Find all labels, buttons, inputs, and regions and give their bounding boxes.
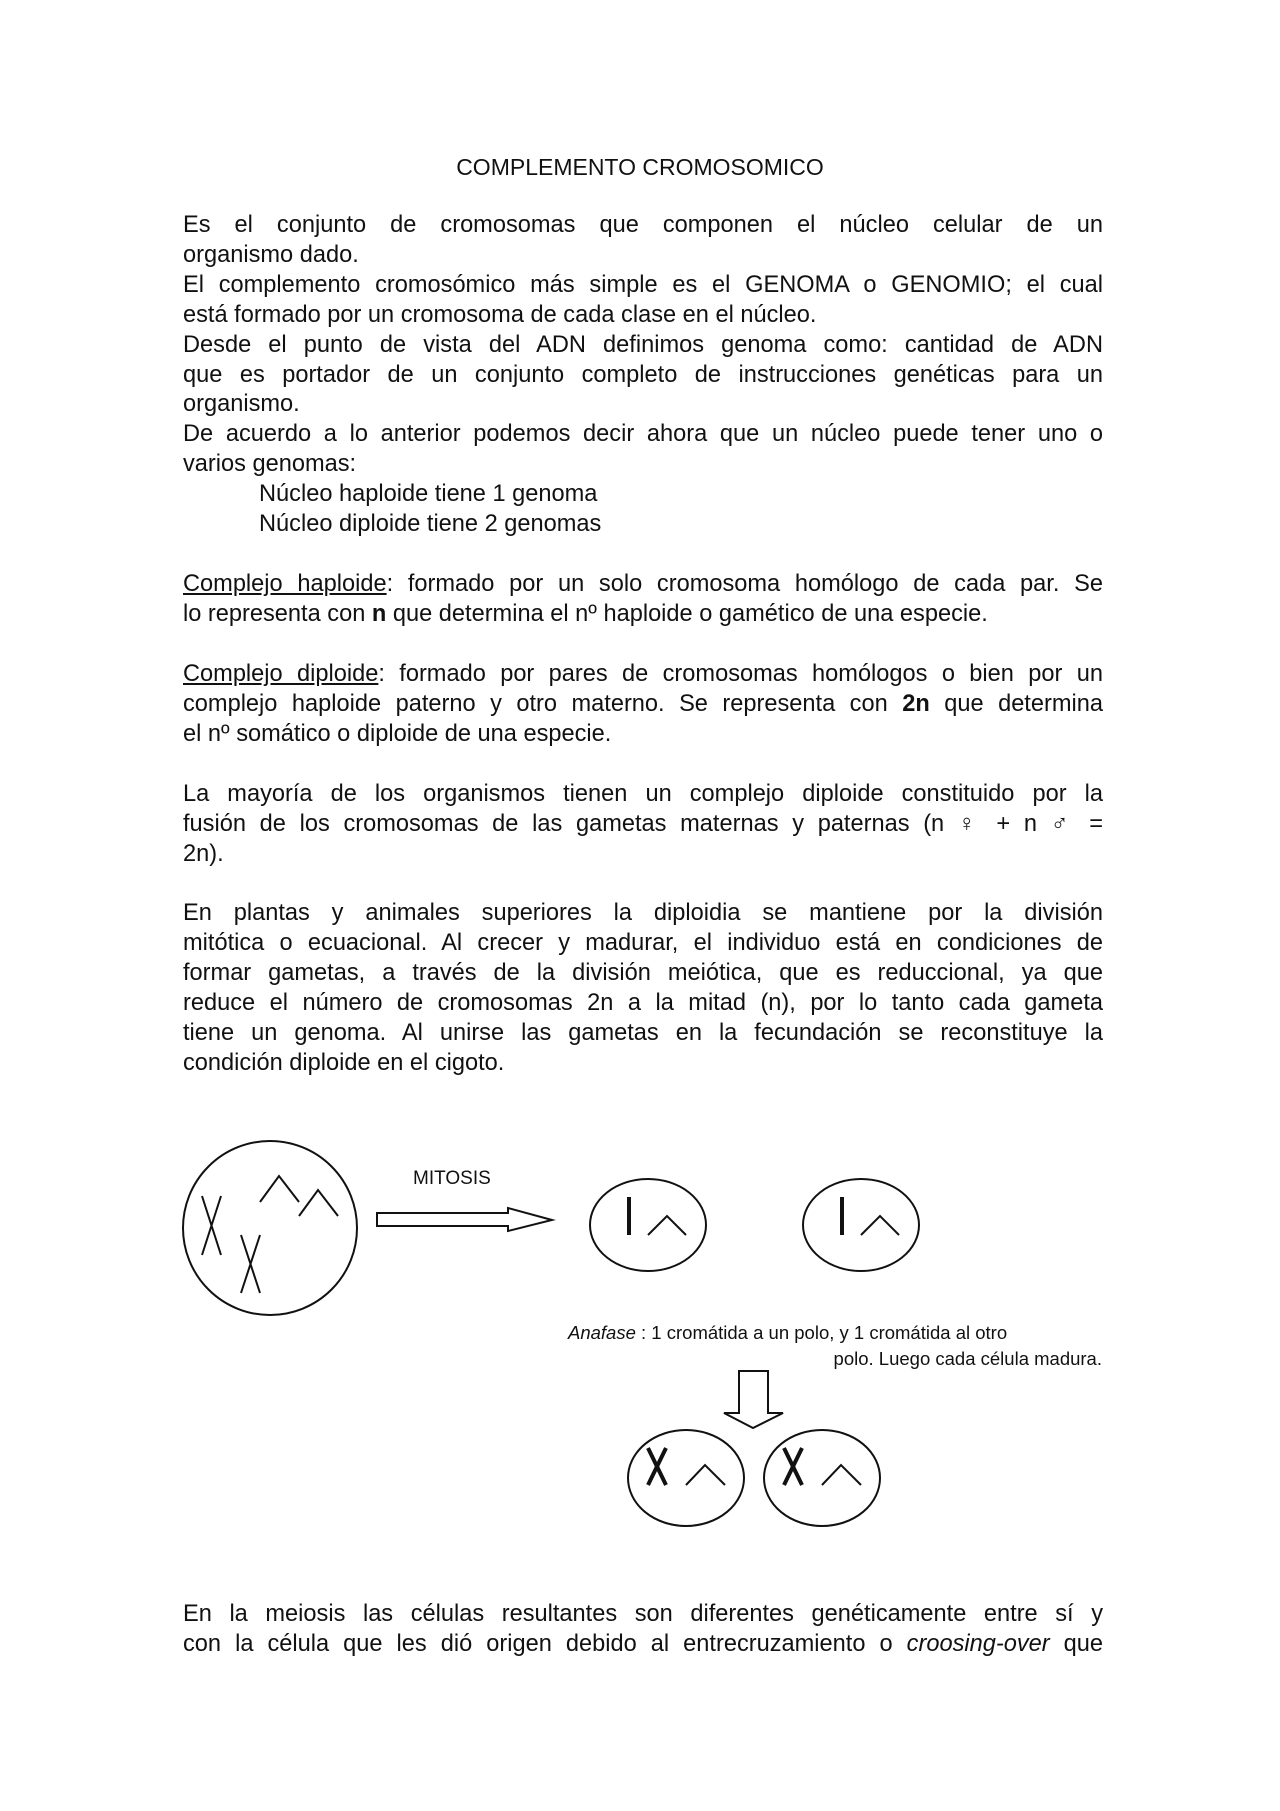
text-line: organismo. — [183, 391, 300, 418]
text-line — [183, 660, 1103, 690]
text-line: organismo dado. — [183, 241, 359, 268]
text-line: En plantas y animales superiores la diploidia se mantiene por la división — [183, 900, 1103, 926]
text-line: Desde el punto de vista del ADN definimos genoma como: cantidad de ADN — [183, 331, 1103, 358]
chromosome-caret-icon — [861, 1216, 899, 1235]
list-item-diploid: Núcleo diploide tiene 2 genomas — [259, 511, 602, 538]
chromosome-caret-icon — [686, 1465, 725, 1485]
down-arrow-icon — [724, 1371, 783, 1428]
text-fragment: : formado por pares de cromosomas homólogos o bien por un — [378, 661, 1103, 687]
symbol-n: n — [371, 600, 387, 627]
text-line: el nº somático o diploide de una especie. — [183, 720, 612, 747]
text-line: fusión de los cromosomas de las gametas maternas y paternas (n ♀ + n ♂ = — [183, 810, 1103, 837]
intro-paragraph — [183, 211, 1103, 540]
term-haploid: Complejo haploide — [183, 571, 387, 597]
text-line: tiene un genoma. Al unirse las gametas en la fecundación se reconstituye la — [183, 1019, 1103, 1046]
croosing-over-term: croosing-over — [906, 1630, 1050, 1657]
text-line: Es el conjunto de cromosomas que componen el núcleo celular de un — [183, 212, 1103, 238]
text-fragment: que — [1049, 1630, 1104, 1657]
chromosome-x-icon — [202, 1196, 221, 1255]
daughter-cell — [803, 1179, 919, 1271]
diploid-paragraph — [183, 660, 1103, 750]
text-line: formar gametas, a través de la división meiótica, que es reduccional, ya que — [183, 959, 1103, 986]
text-line: reduce el número de cromosomas 2n a la mitad (n), por lo tanto cada gameta — [183, 989, 1103, 1016]
chromosome-x-icon — [241, 1235, 260, 1293]
page-title: COMPLEMENTO CROMOSOMICO — [456, 154, 824, 180]
parent-cell — [183, 1141, 357, 1315]
haploid-paragraph — [183, 570, 1103, 630]
text-fragment: : formado por un solo cromosoma homólogo de cada par. Se — [386, 571, 1103, 597]
text-line — [183, 570, 1103, 600]
anaphase-caption — [560, 1320, 1102, 1372]
mature-cell — [764, 1430, 880, 1526]
text-line: En la meiosis las células resultantes son diferentes genéticamente entre sí y — [183, 1601, 1103, 1627]
symbol-2n: 2n — [902, 690, 930, 717]
chromosome-caret-icon — [299, 1190, 338, 1216]
plants-paragraph — [183, 899, 1103, 1078]
chromosome-x-icon — [648, 1448, 666, 1485]
caption-term: Anafase — [568, 1322, 636, 1343]
text-line — [183, 1630, 1103, 1660]
chromosome-caret-icon — [260, 1176, 299, 1202]
term-diploid: Complejo diploide — [183, 661, 379, 687]
text-fragment: con la célula que les dió origen debido al entrecruzamiento o — [183, 1630, 907, 1657]
text-line: mitótica o ecuacional. Al crecer y madurar, el individuo está en condiciones de — [183, 929, 1103, 956]
text-fragment: complejo haploide paterno y otro materno. Se representa con — [183, 690, 903, 717]
text-fragment: : 1 cromátida a un polo, y 1 cromátida al otro — [635, 1322, 1008, 1343]
mature-cell — [628, 1430, 744, 1526]
text-fragment: lo representa con — [183, 600, 372, 627]
text-fragment: que determina el nº haploide o gamético de una especie. — [386, 600, 988, 627]
chromosome-caret-icon — [648, 1216, 686, 1235]
daughter-cell — [590, 1179, 706, 1271]
text-line: La mayoría de los organismos tienen un complejo diploide constituido por la — [183, 781, 1103, 807]
text-line: condición diploide en el cigoto. — [183, 1049, 505, 1076]
caption-line — [560, 1320, 1102, 1346]
meiosis-paragraph — [183, 1600, 1103, 1660]
text-line: El complemento cromosómico más simple es el GENOMA o GENOMIO; el cual — [183, 271, 1103, 298]
text-line: varios genomas: — [183, 451, 357, 478]
majority-paragraph — [183, 780, 1103, 870]
right-arrow-icon — [377, 1208, 552, 1231]
text-fragment: que determina — [929, 690, 1103, 717]
text-line: 2n). — [183, 840, 224, 867]
text-line: que es portador de un conjunto completo de instrucciones genéticas para un — [183, 361, 1103, 388]
text-line — [183, 600, 1103, 630]
mitosis-label: MITOSIS — [413, 1168, 491, 1189]
chromosome-x-icon — [784, 1448, 802, 1485]
list-item-haploid: Núcleo haploide tiene 1 genoma — [259, 481, 598, 508]
chromosome-caret-icon — [822, 1465, 861, 1485]
text-line: está formado por un cromosoma de cada clase en el núcleo. — [183, 301, 817, 328]
caption-line: polo. Luego cada célula madura. — [833, 1348, 1102, 1369]
text-line — [183, 690, 1103, 720]
text-line: De acuerdo a lo anterior podemos decir ahora que un núcleo puede tener uno o — [183, 421, 1103, 448]
